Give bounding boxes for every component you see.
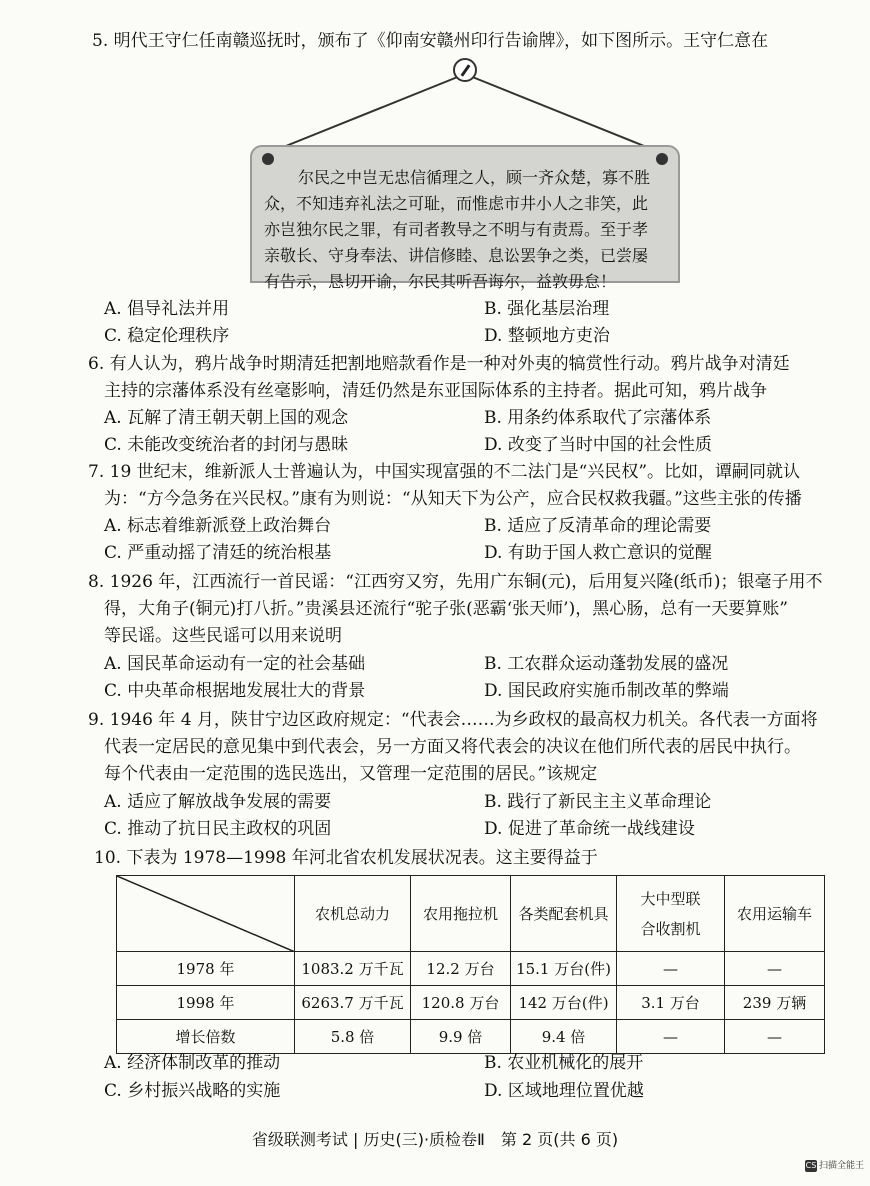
q5-option-d[interactable]: D. 整顿地方吏治 bbox=[484, 326, 610, 346]
q8-option-a[interactable]: A. 国民革命运动有一定的社会基础 bbox=[104, 654, 366, 674]
q9-option-d[interactable]: D. 促进了革命统一战线建设 bbox=[484, 819, 695, 839]
table-cell: 5.8 倍 bbox=[295, 1020, 411, 1054]
table-header: 农机总动力 bbox=[295, 876, 411, 952]
table-header: 农用运输车 bbox=[725, 876, 825, 952]
table-header bbox=[617, 876, 725, 952]
q5-option-b[interactable]: B. 强化基层治理 bbox=[484, 299, 610, 319]
table-header: 各类配套机具 bbox=[511, 876, 617, 952]
q9-stem-line2: 代表一定居民的意见集中到代表会，另一方面又将代表会的决议在他们所代表的居民中执行。 bbox=[104, 737, 801, 757]
q10-option-a[interactable]: A. 经济体制改革的推动 bbox=[104, 1053, 281, 1073]
table-cell: 1998 年 bbox=[117, 986, 295, 1020]
table-row bbox=[117, 952, 825, 986]
page-footer: 省级联测考试 | 历史(三)·质检卷Ⅱ 第 2 页(共 6 页) bbox=[251, 1130, 619, 1149]
q9-stem-line1: 9. 1946 年 4 月，陕甘宁边区政府规定：“代表会……为乡政权的最高权力机关。各代表一方面将 bbox=[88, 710, 818, 730]
table-header-line: 大中型联 bbox=[640, 889, 701, 908]
table-cell: 1083.2 万千瓦 bbox=[295, 952, 411, 986]
q8-option-c[interactable]: C. 中央革命根据地发展壮大的背景 bbox=[104, 681, 366, 701]
plaque-hole-left bbox=[262, 153, 274, 165]
q7-stem-line2: 为：“方今急务在兴民权。”康有为则说：“从知天下为公产，应合民权救我疆。”这些主张的传播 bbox=[104, 489, 802, 509]
plaque-hole-right bbox=[656, 153, 668, 165]
table-cell: 增长倍数 bbox=[117, 1020, 295, 1054]
q9-stem-line3: 每个代表由一定范围的选民选出，又管理一定范围的居民。”该规定 bbox=[104, 764, 598, 784]
scanner-logo bbox=[805, 1158, 864, 1172]
q6-option-b[interactable]: B. 用条约体系取代了宗藩体系 bbox=[484, 408, 712, 428]
table-cell: 142 万台(件) bbox=[511, 986, 617, 1020]
q6-option-a[interactable]: A. 瓦解了清王朝天朝上国的观念 bbox=[104, 408, 349, 428]
farm-machinery-table bbox=[116, 875, 825, 1054]
q7-option-a[interactable]: A. 标志着维新派登上政治舞台 bbox=[104, 516, 332, 536]
table-cell: — bbox=[725, 1020, 825, 1054]
table-header: 农用拖拉机 bbox=[411, 876, 511, 952]
table-header-line: 合收割机 bbox=[640, 919, 701, 938]
hanging-nail-icon bbox=[453, 58, 477, 82]
table-cell: — bbox=[725, 952, 825, 986]
q10-option-d[interactable]: D. 区域地理位置优越 bbox=[484, 1081, 644, 1101]
table-cell: 1978 年 bbox=[117, 952, 295, 986]
q5-stem: 5. 明代王守仁任南赣巡抚时，颁布了《仰南安赣州印行告谕牌》，如下图所示。王守仁意在 bbox=[92, 31, 769, 51]
q7-option-b[interactable]: B. 适应了反清革命的理论需要 bbox=[484, 516, 712, 536]
q9-option-a[interactable]: A. 适应了解放战争发展的需要 bbox=[104, 792, 332, 812]
table-cell: — bbox=[617, 1020, 725, 1054]
table-cell: 9.4 倍 bbox=[511, 1020, 617, 1054]
q5-option-c[interactable]: C. 稳定伦理秩序 bbox=[104, 326, 230, 346]
q9-option-c[interactable]: C. 推动了抗日民主政权的巩固 bbox=[104, 819, 332, 839]
table-cell: 9.9 倍 bbox=[411, 1020, 511, 1054]
table-cell: 15.1 万台(件) bbox=[511, 952, 617, 986]
plaque-line: 亲敬长、守身奉法、讲信修睦、息讼罢争之类，已尝屡 bbox=[264, 246, 649, 265]
table-cell: 120.8 万台 bbox=[411, 986, 511, 1020]
q7-option-c[interactable]: C. 严重动摇了清廷的统治根基 bbox=[104, 543, 332, 563]
q8-option-d[interactable]: D. 国民政府实施币制改革的弊端 bbox=[484, 681, 729, 701]
table-corner-cell bbox=[117, 876, 295, 952]
q6-option-d[interactable]: D. 改变了当时中国的社会性质 bbox=[484, 435, 712, 455]
q6-option-c[interactable]: C. 未能改变统治者的封闭与愚昧 bbox=[104, 435, 349, 455]
plaque-line: 尔民之中岂无忠信循理之人，顾一齐众楚，寡不胜 bbox=[298, 168, 651, 187]
table-cell: — bbox=[617, 952, 725, 986]
plaque-line: 有告示，恳切开谕，尔民其听吾诲尔，益敦毋怠！ bbox=[264, 272, 617, 291]
q8-option-b[interactable]: B. 工农群众运动蓬勃发展的盛况 bbox=[484, 654, 729, 674]
q7-stem-line1: 7. 19 世纪末，维新派人士普遍认为，中国实现富强的不二法门是“兴民权”。比如，谭嗣同就认 bbox=[88, 462, 801, 482]
scanner-app-icon: CS bbox=[805, 1161, 817, 1170]
plaque-text bbox=[264, 165, 670, 295]
table-row bbox=[117, 986, 825, 1020]
q10-option-c[interactable]: C. 乡村振兴战略的实施 bbox=[104, 1081, 281, 1101]
table-header-row bbox=[117, 876, 825, 952]
q10-option-b[interactable]: B. 农业机械化的展开 bbox=[484, 1053, 644, 1073]
diagonal-line bbox=[117, 876, 295, 952]
scanner-app-name: 扫描全能王 bbox=[818, 1161, 864, 1171]
table-cell: 3.1 万台 bbox=[617, 986, 725, 1020]
q8-stem-line1: 8. 1926 年，江西流行一首民谣：“江西穷又穷，先用广东铜(元)，后用复兴隆(纸币)；银毫子用不 bbox=[88, 572, 823, 592]
decree-plaque bbox=[250, 145, 680, 291]
table-cell: 12.2 万台 bbox=[411, 952, 511, 986]
q6-stem-line1: 6. 有人认为，鸦片战争时期清廷把割地赔款看作是一种对外夷的犒赏性行动。鸦片战争对清廷 bbox=[88, 354, 790, 374]
q9-option-b[interactable]: B. 践行了新民主主义革命理论 bbox=[484, 792, 712, 812]
q5-option-a[interactable]: A. 倡导礼法并用 bbox=[104, 299, 230, 319]
q7-option-d[interactable]: D. 有助于国人救亡意识的觉醒 bbox=[484, 543, 712, 563]
plaque-line: 亦岂独尔民之罪，有司者教导之不明与有责焉。至于孝 bbox=[264, 220, 649, 239]
table-cell: 239 万辆 bbox=[725, 986, 825, 1020]
q8-stem-line2: 得，大角子(铜元)打八折。”贵溪县还流行“驼子张(恶霸‘张天师’)，黑心肠，总有一天要算账” bbox=[104, 599, 788, 619]
table-row bbox=[117, 1020, 825, 1054]
q8-stem-line3: 等民谣。这些民谣可以用来说明 bbox=[104, 626, 342, 646]
plaque-line: 众，不知违弃礼法之可耻，而惟虑市井小人之非笑，此 bbox=[264, 194, 649, 213]
q6-stem-line2: 主持的宗藩体系没有丝毫影响，清廷仍然是东亚国际体系的主持者。据此可知，鸦片战争 bbox=[104, 381, 767, 401]
q10-stem: 10. 下表为 1978—1998 年河北省农机发展状况表。这主要得益于 bbox=[94, 848, 598, 868]
table-cell: 6263.7 万千瓦 bbox=[295, 986, 411, 1020]
